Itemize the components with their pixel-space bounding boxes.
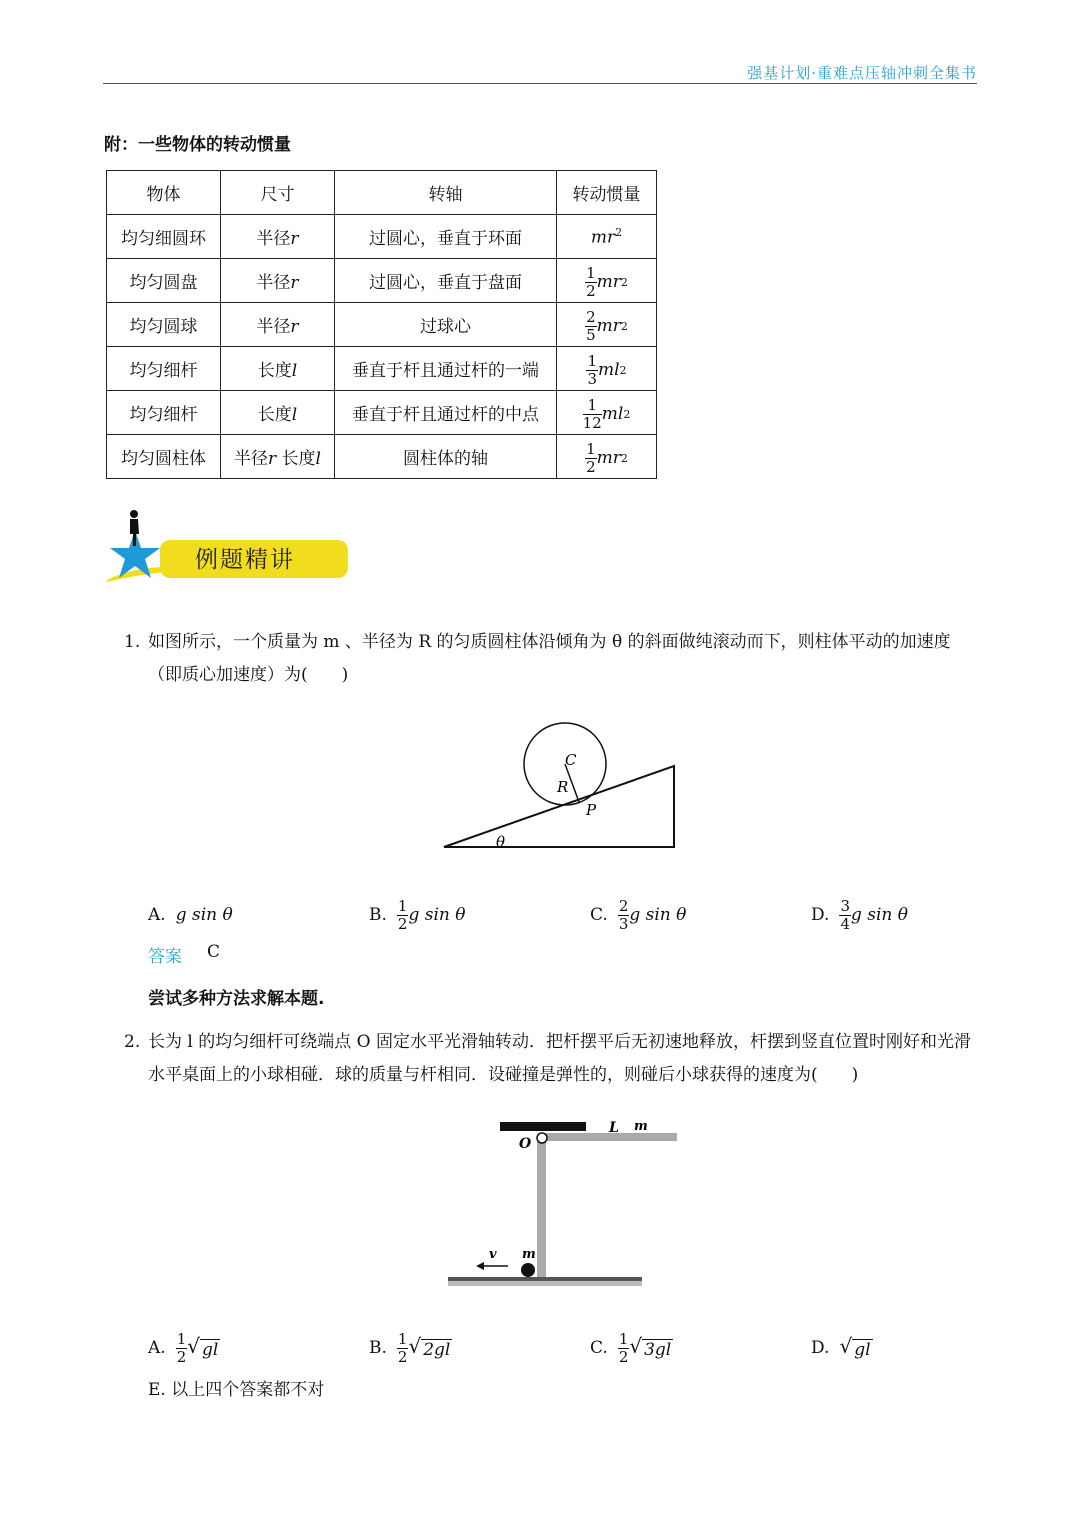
table-surface xyxy=(448,1277,642,1281)
question-2 xyxy=(124,1026,980,1092)
rod-figure xyxy=(446,1118,682,1292)
q2-option-c-radicand: 3gl xyxy=(644,1340,672,1360)
rod-horizontal xyxy=(538,1133,677,1141)
label-theta: θ xyxy=(496,833,506,851)
cell-inertia xyxy=(557,259,657,303)
series-title: 强基计划·重难点压轴冲刺全集书 xyxy=(747,64,977,82)
inertia-exp: 2 xyxy=(619,363,627,377)
q1-option-b-expr: g sin θ xyxy=(408,905,466,925)
cell-object: 均匀圆柱体 xyxy=(107,435,221,479)
cell-size xyxy=(221,391,335,435)
question-2-options xyxy=(148,1328,978,1368)
inertia-coef-num: 1 xyxy=(586,439,596,458)
q2-option-a-radicand: gl xyxy=(201,1340,219,1360)
inertia-table xyxy=(106,170,657,479)
q1-option-a-label: A. xyxy=(148,905,166,925)
inertia-expr: ml xyxy=(597,360,620,380)
size-text: 长度 xyxy=(257,361,292,381)
size-text: 长度 xyxy=(257,405,292,425)
label-p: P xyxy=(586,801,597,819)
size-text: 半径 xyxy=(256,229,291,249)
q2-option-b-den: 2 xyxy=(397,1347,408,1366)
label-m-rod: m xyxy=(634,1119,648,1134)
q1-option-d-expr: g sin θ xyxy=(850,905,909,925)
label-v: v xyxy=(489,1247,497,1262)
inertia-coef-num: 1 xyxy=(586,263,596,282)
table-row xyxy=(107,215,657,259)
inertia-fraction xyxy=(585,307,597,344)
q1-option-c-label: C. xyxy=(590,905,608,925)
q1-option-c-fraction xyxy=(618,896,630,933)
inertia-exp: 2 xyxy=(620,451,628,465)
inertia-coef-den: 2 xyxy=(586,457,596,476)
table-row xyxy=(107,435,657,479)
inertia-exp: 2 xyxy=(623,407,631,421)
q2-option-a-den: 2 xyxy=(176,1347,187,1366)
q1-option-c-den: 3 xyxy=(618,914,629,933)
q1-option-b[interactable] xyxy=(369,895,466,935)
q2-option-b-label: B. xyxy=(369,1338,387,1358)
label-o: O xyxy=(519,1136,532,1152)
inertia-coef-num: 1 xyxy=(583,398,602,415)
inertia-coef-den: 12 xyxy=(582,413,602,432)
size-var-2: l xyxy=(315,449,321,469)
q2-option-b-sqrt: √ 2gl xyxy=(408,1334,451,1360)
ball xyxy=(521,1263,535,1277)
answer-value: C xyxy=(207,942,221,962)
q2-option-c-num: 1 xyxy=(618,1329,629,1348)
cell-size xyxy=(221,259,335,303)
cell-size xyxy=(221,215,335,259)
cell-object: 均匀细杆 xyxy=(107,347,221,391)
q1-option-c-expr: g sin θ xyxy=(629,905,687,925)
ceiling-mount xyxy=(500,1122,586,1131)
inertia-exp: 2 xyxy=(620,319,628,333)
label-l: L xyxy=(609,1120,619,1136)
q2-option-c[interactable] xyxy=(590,1328,673,1368)
label-c: C xyxy=(565,751,577,769)
q1-option-d-num: 3 xyxy=(840,896,850,915)
question-1-text: 如图所示，一个质量为 m 、半径为 R 的匀质圆柱体沿倾角为 θ 的斜面做纯滚动而下，则柱体平动的加速度（即质心加速度）为( ) xyxy=(148,632,951,685)
cell-inertia xyxy=(557,215,657,259)
q1-option-a-expr: g sin θ xyxy=(175,905,233,925)
size-text-2: 长度 xyxy=(276,449,316,469)
cell-inertia xyxy=(557,303,657,347)
size-var: r xyxy=(290,273,299,293)
q1-hint: 尝试多种方法求解本题. xyxy=(148,989,325,1009)
inertia-coef-den: 3 xyxy=(587,369,597,388)
cell-size xyxy=(221,347,335,391)
q2-option-c-den: 2 xyxy=(618,1347,629,1366)
q2-option-b-num: 1 xyxy=(397,1329,408,1348)
table-header-row xyxy=(107,171,657,215)
size-var: r xyxy=(290,229,299,249)
cell-object: 均匀圆球 xyxy=(107,303,221,347)
table-hatch xyxy=(448,1281,642,1286)
size-text: 半径 xyxy=(256,273,291,293)
q2-option-b-radicand: 2gl xyxy=(423,1340,451,1360)
q2-option-d-sqrt: √ gl xyxy=(839,1334,871,1360)
q1-option-d[interactable] xyxy=(811,895,908,935)
header-rule xyxy=(103,83,977,84)
q2-option-c-fraction xyxy=(618,1329,630,1366)
cell-inertia xyxy=(557,347,657,391)
inertia-expr: mr xyxy=(590,227,616,248)
q2-option-a-num: 1 xyxy=(176,1329,187,1348)
q2-option-d-radicand: gl xyxy=(854,1340,871,1360)
q2-option-b[interactable] xyxy=(369,1328,452,1368)
q1-option-c-num: 2 xyxy=(618,896,629,915)
q2-option-c-sqrt: √ 3gl xyxy=(629,1334,672,1360)
cell-object: 均匀圆盘 xyxy=(107,259,221,303)
table-row xyxy=(107,347,657,391)
inertia-expr: mr xyxy=(596,448,621,468)
cell-axis: 垂直于杆且通过杆的一端 xyxy=(335,347,557,391)
q2-option-a-fraction xyxy=(176,1329,188,1366)
col-header-object: 物体 xyxy=(107,171,221,215)
size-text: 半径 xyxy=(256,317,291,337)
q2-option-c-label: C. xyxy=(590,1338,608,1358)
col-header-axis: 转轴 xyxy=(335,171,557,215)
q2-option-b-fraction xyxy=(397,1329,409,1366)
col-header-size: 尺寸 xyxy=(221,171,335,215)
q2-option-a-sqrt: √ gl xyxy=(187,1334,219,1360)
inertia-coef-num: 1 xyxy=(587,351,597,370)
question-2-number: 2. xyxy=(124,1032,141,1052)
size-var: l xyxy=(291,405,298,425)
cell-axis: 垂直于杆且通过杆的中点 xyxy=(335,391,557,435)
inertia-exp: 2 xyxy=(615,225,623,239)
inertia-coef-num: 2 xyxy=(586,307,596,326)
question-1-options xyxy=(148,895,978,935)
q1-option-c[interactable] xyxy=(590,895,686,935)
pivot-o xyxy=(537,1133,547,1143)
q2-option-d[interactable] xyxy=(811,1328,873,1368)
table-row xyxy=(107,303,657,347)
cell-object: 均匀细圆环 xyxy=(107,215,221,259)
q2-option-a-label: A. xyxy=(148,1338,166,1358)
q1-option-d-den: 4 xyxy=(840,914,850,933)
question-1-number: 1. xyxy=(124,632,141,652)
inertia-fraction xyxy=(585,439,597,476)
label-m-ball: m xyxy=(522,1247,536,1262)
question-2-text: 长为 l 的均匀细杆可绕端点 O 固定水平光滑轴转动．把杆摆平后无初速地释放，杆摆到竖直位置时刚好和光滑水平桌面上的小球相碰．球的质量与杆相同．设碰撞是弹性的，则碰后小球获得的速度为( ) xyxy=(148,1032,971,1085)
q1-option-b-den: 2 xyxy=(397,914,408,933)
rod-vertical xyxy=(537,1139,546,1279)
inertia-expr: mr xyxy=(596,316,621,336)
cell-axis: 过圆心，垂直于盘面 xyxy=(335,259,557,303)
cell-size xyxy=(221,303,335,347)
table-row xyxy=(107,259,657,303)
q2-option-d-label: D. xyxy=(811,1338,830,1358)
inertia-expr: mr xyxy=(596,272,621,292)
q2-option-e[interactable]: E. 以上四个答案都不对 xyxy=(148,1380,325,1400)
appendix-title: 附：一些物体的转动惯量 xyxy=(104,135,291,155)
q1-option-b-num: 1 xyxy=(397,896,408,915)
section-label: 例题精讲 xyxy=(195,547,295,573)
inertia-fraction xyxy=(585,263,597,300)
cell-inertia xyxy=(557,435,657,479)
q1-option-d-label: D. xyxy=(811,905,830,925)
size-text: 半径 xyxy=(234,449,268,469)
q1-option-d-fraction xyxy=(839,896,851,933)
inertia-fraction xyxy=(586,351,598,388)
inertia-exp: 2 xyxy=(620,275,628,289)
cell-axis: 过圆心，垂直于环面 xyxy=(335,215,557,259)
q1-option-b-label: B. xyxy=(369,905,387,925)
inertia-expr: ml xyxy=(601,404,624,424)
inertia-fraction xyxy=(582,395,602,432)
cell-inertia xyxy=(557,391,657,435)
q1-option-b-fraction xyxy=(397,896,409,933)
answer-label: 答案 xyxy=(148,947,182,967)
q1-option-a[interactable] xyxy=(148,895,233,935)
cell-axis: 过球心 xyxy=(335,303,557,347)
q2-option-a[interactable] xyxy=(148,1328,220,1368)
inertia-coef-den: 5 xyxy=(586,325,596,344)
label-r: R xyxy=(557,778,569,796)
incline-figure xyxy=(440,718,680,852)
size-var: r xyxy=(268,449,277,469)
col-header-inertia: 转动惯量 xyxy=(557,171,657,215)
size-var: r xyxy=(290,317,299,337)
inertia-coef-den: 2 xyxy=(586,281,596,300)
question-1 xyxy=(124,626,980,692)
size-var: l xyxy=(291,361,298,381)
cell-object: 均匀细杆 xyxy=(107,391,221,435)
cell-size xyxy=(221,435,335,479)
arrow-head-icon xyxy=(476,1262,484,1270)
cell-axis: 圆柱体的轴 xyxy=(335,435,557,479)
table-row xyxy=(107,391,657,435)
